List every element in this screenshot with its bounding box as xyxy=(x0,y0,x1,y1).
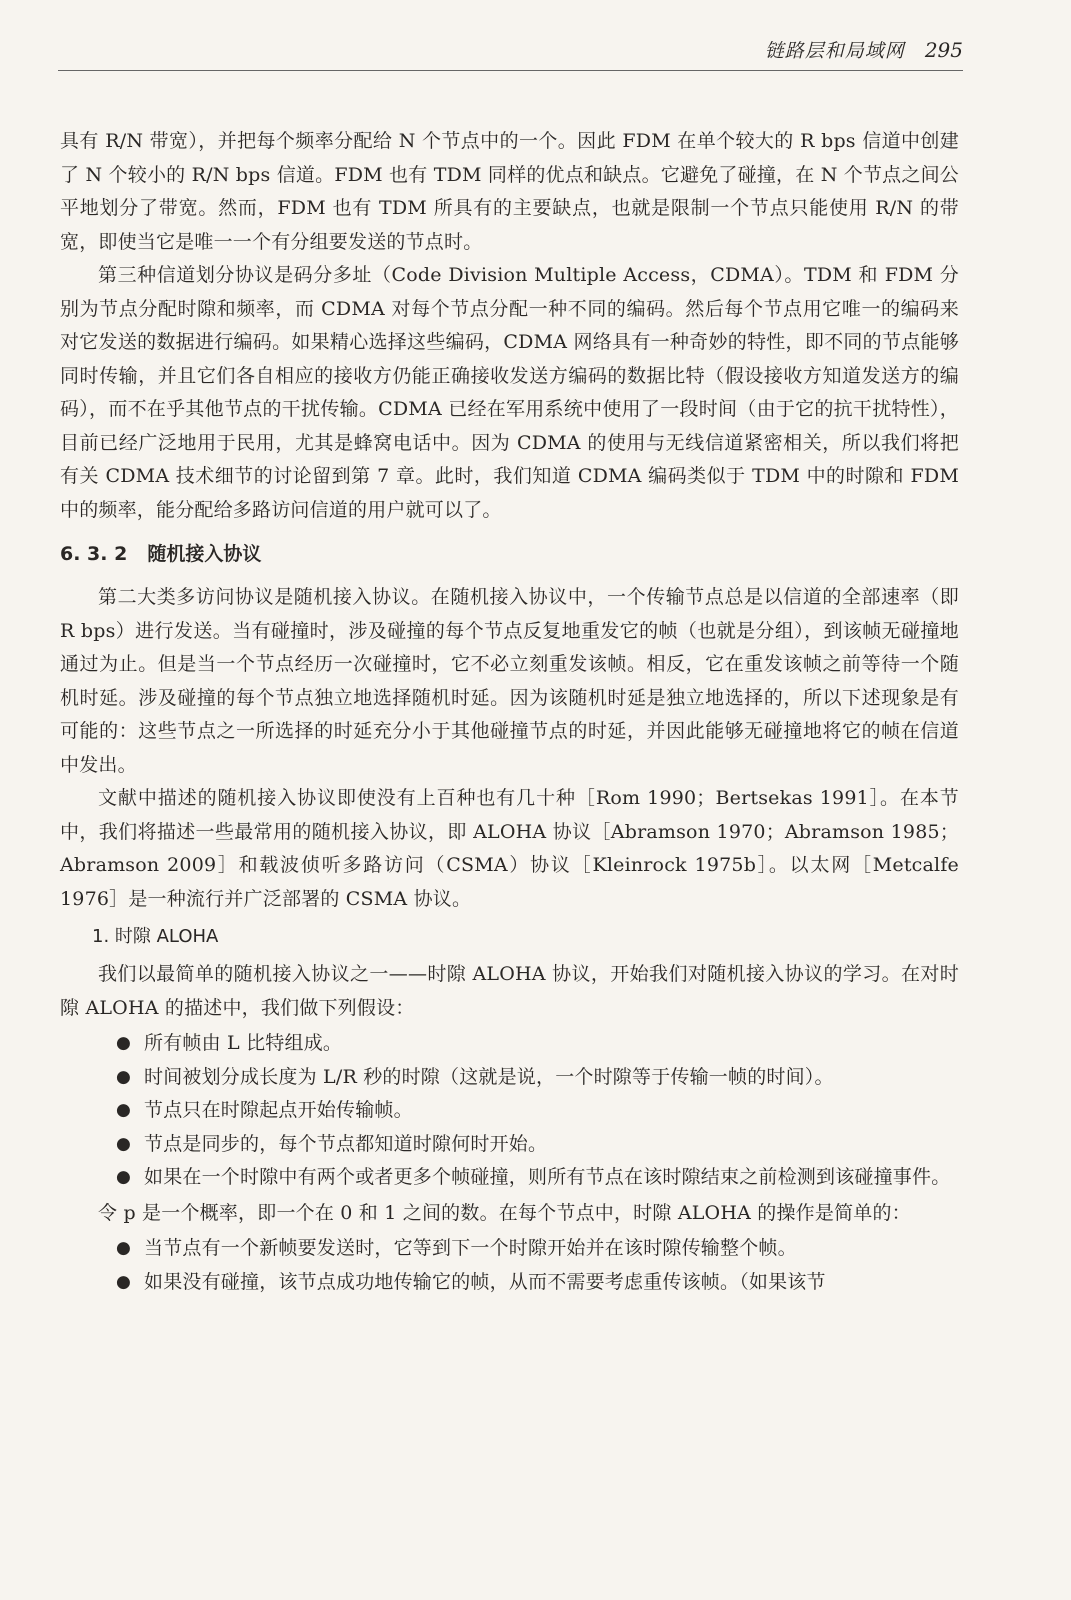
list-item xyxy=(60,1094,959,1128)
running-header xyxy=(58,34,963,71)
paragraph-fdm-continuation: 具有 R/N 带宽），并把每个频率分配给 N 个节点中的一个。因此 FDM 在单个较大的 R bps 信道中创建了 N 个较小的 R/N bps 信道。FDM 也有 TDM 同样的优点和缺点。它避免了碰撞，在 N 个节点之间公平地划分了带宽。然而，FDM 也有 TDM 所具有的主要缺点，也就是限制一个节点只能使用 R/N 的带宽，即使当它是唯一一个有分组要发送的节点时。 xyxy=(60,130,959,253)
paragraph-random-access-intro: 第二大类多访问协议是随机接入协议。在随机接入协议中，一个传输节点总是以信道的全部速率（即 R bps）进行发送。当有碰撞时，涉及碰撞的每个节点反复地重发它的帧（也就是分组），到该帧无碰撞地通过为止。但是当一个节点经历一次碰撞时，它不必立刻重发该帧。相反，它在重发该帧之前等待一个随机时延。涉及碰撞的每个节点独立地选择随机时延。因为该随机时延是独立地选择的，所以下述现象是有可能的：这些节点之一所选择的时延充分小于其他碰撞节点的时延，并因此能够无碰撞地将它的帧在信道中发出。 xyxy=(60,586,959,776)
list-item xyxy=(60,1027,959,1061)
paragraph-random-access-literature: 文献中描述的随机接入协议即使没有上百种也有几十种［Rom 1990；Bertsekas 1991］。在本节中，我们将描述一些最常用的随机接入协议，即 ALOHA 协议［Abramson 1970；Abramson 1985；Abramson 2009］和载波侦听多路访问（CSMA）协议［Kleinrock 1975b］。以太网［Metcalfe 1976］是一种流行并广泛部署的 CSMA 协议。 xyxy=(60,787,959,910)
list-item-text: 如果没有碰撞，该节点成功地传输它的帧，从而不需要考虑重传该帧。（如果该节 xyxy=(144,1270,826,1293)
paragraph-slotted-aloha-intro: 我们以最简单的随机接入协议之一——时隙 ALOHA 协议，开始我们对随机接入协议的学习。在对时隙 ALOHA 的描述中，我们做下列假设： xyxy=(60,963,959,1019)
list-item-text: 时间被划分成长度为 L/R 秒的时隙（这就是说，一个时隙等于传输一帧的时间）。 xyxy=(144,1065,834,1088)
operation-list xyxy=(60,1232,959,1299)
bullet-icon: ● xyxy=(116,1100,132,1120)
list-item-text: 所有帧由 L 比特组成。 xyxy=(144,1032,343,1054)
list-item xyxy=(60,1266,959,1300)
section-title: 随机接入协议 xyxy=(147,543,262,565)
paragraph-cdma: 第三种信道划分协议是码分多址（Code Division Multiple Access，CDMA）。TDM 和 FDM 分别为节点分配时隙和频率，而 CDMA 对每个节点分配一种不同的编码。然后每个节点用它唯一的编码来对它发送的数据进行编码。如果精心选择这些编码，CDMA 网络具有一种奇妙的特性，即不同的节点能够同时传输，并且它们各自相应的接收方仍能正确接收发送方编码的数据比特（假设接收方知道发送方的编码），而不在乎其他节点的干扰传输。CDMA 已经在军用系统中使用了一段时间（由于它的抗干扰特性），目前已经广泛地用于民用，尤其是蜂窝电话中。因为 CDMA 的使用与无线信道紧密相关，所以我们将把有关 CDMA 技术细节的讨论留到第 7 章。此时，我们知道 CDMA 编码类似于 TDM 中的时隙和 FDM 中的频率，能分配给多路访问信道的用户就可以了。 xyxy=(60,264,959,521)
list-item xyxy=(60,1232,959,1266)
bullet-icon: ● xyxy=(116,1133,132,1154)
list-item-text: 当节点有一个新帧要发送时，它等到下一个时隙开始并在该时隙传输整个帧。 xyxy=(144,1237,797,1259)
section-number: 6. 3. 2 xyxy=(60,543,128,565)
subsection-heading: 1. 时隙 ALOHA xyxy=(92,926,219,947)
bullet-icon: ● xyxy=(116,1033,132,1053)
list-item-text: 节点是同步的，每个节点都知道时隙何时开始。 xyxy=(144,1132,548,1155)
list-item xyxy=(60,1061,959,1095)
bullet-icon: ● xyxy=(116,1167,132,1187)
list-item xyxy=(60,1161,959,1195)
paragraph-slotted-aloha-operation: 令 p 是一个概率，即一个在 0 和 1 之间的数。在每个节点中，时隙 ALOHA 的操作是简单的： xyxy=(98,1201,911,1224)
list-item-text: 如果在一个时隙中有两个或者更多个帧碰撞，则所有节点在该时隙结束之前检测到该碰撞事件。 xyxy=(144,1166,951,1188)
list-item xyxy=(60,1128,959,1162)
chapter-title: 链路层和局域网 xyxy=(764,40,905,62)
page-body xyxy=(60,125,959,1301)
bullet-icon: ● xyxy=(116,1066,132,1087)
bullet-icon: ● xyxy=(116,1271,132,1292)
page-number: 295 xyxy=(924,38,963,62)
bullet-icon: ● xyxy=(116,1238,132,1258)
assumption-list xyxy=(60,1027,959,1195)
header-text-group xyxy=(765,36,963,63)
section-heading xyxy=(60,539,959,569)
list-item-text: 节点只在时隙起点开始传输帧。 xyxy=(144,1099,413,1121)
